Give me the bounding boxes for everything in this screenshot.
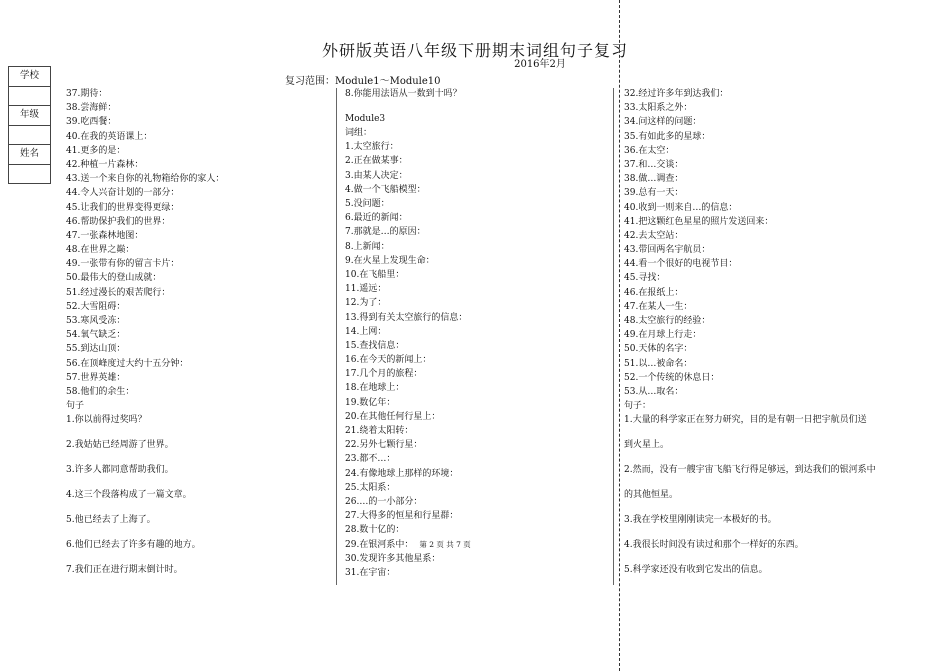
phrase-item: 25.太阳系： — [345, 482, 396, 493]
phrase-item: 38.尝海鲜： — [66, 103, 117, 114]
section-heading: 句子： — [624, 401, 652, 412]
phrase-item: 44.看一个很好的电视节目： — [624, 259, 738, 270]
phrase-item: 8.上新闻： — [345, 241, 390, 252]
phrase-item: 23.都不…： — [345, 454, 396, 465]
phrase-item: 15.查找信息： — [345, 340, 405, 351]
phrase-item: 53.从…取名： — [624, 386, 684, 397]
fold-line — [619, 0, 620, 671]
phrase-item: 9.在火星上发现生命： — [345, 255, 435, 266]
phrase-item: 57.世界英雄： — [66, 372, 126, 383]
module-heading: Module3 — [345, 113, 386, 124]
sentence-item: 5.他已经去了上海了。 — [66, 514, 156, 525]
phrase-item: 11.遥远： — [345, 284, 387, 295]
spacer — [66, 552, 224, 563]
phrase-item: 21.绕着太阳转： — [345, 426, 414, 436]
spacer — [624, 428, 876, 439]
sentence-item: 2.我姑姑已经周游了世界。 — [66, 440, 174, 451]
spacer — [624, 477, 876, 488]
phrase-item: 32.经过许多年到达我们： — [624, 89, 729, 99]
phrase-item: 51.以…被命名： — [624, 358, 693, 369]
phrase-item: 47.在某人一生： — [624, 301, 693, 312]
phrase-item: 56.在顶峰度过大约十五分钟： — [66, 358, 189, 369]
phrase-item: 55.到达山顶： — [66, 344, 126, 355]
phrase-item: 33.太阳系之外： — [624, 103, 693, 114]
page-number: 第 2 页 共 7 页 — [419, 539, 471, 549]
phrase-item: 42.去太空站： — [624, 230, 684, 241]
phrase-item: 50.天体的名字： — [624, 344, 693, 355]
phrase-item: 48.太空旅行的经验： — [624, 316, 711, 326]
phrase-item: 1.太空旅行： — [345, 142, 399, 153]
spacer — [624, 502, 876, 513]
sentence-item: 7.我们正在进行期末倒计时。 — [66, 564, 183, 575]
phrase-item: 36.在太空： — [624, 145, 675, 156]
phrase-item: 50.最伟大的登山成就： — [66, 273, 162, 284]
spacer — [624, 552, 876, 563]
phrase-item: 49.在月球上行走： — [624, 330, 702, 341]
column-2 — [345, 87, 471, 580]
spacer — [66, 527, 224, 538]
sentence-item: 3.我在学校里刚刚读完一本极好的书。 — [624, 514, 777, 525]
phrase-item: 5.没问题： — [345, 199, 390, 209]
spacer — [345, 101, 471, 112]
phrase-item: 27.大得多的恒星和行星群： — [345, 511, 459, 522]
school-field — [9, 86, 51, 106]
sentence-item: 5.科学家还没有收到它发出的信息。 — [624, 564, 768, 575]
phrase-item: 45.让我们的世界变得更绿： — [66, 202, 180, 213]
sentence-item: 4.这三个段落构成了一篇文章。 — [66, 489, 192, 500]
spacer — [66, 428, 224, 439]
section-heading: 句子 — [66, 401, 85, 412]
phrase-item: 43.送一个来自你的礼物箱给你的家人： — [66, 174, 225, 185]
phrase-item: 34.问这样的问题： — [624, 117, 702, 128]
spacer — [66, 477, 224, 488]
phrase-item: 30.发现许多其他星系： — [345, 553, 441, 564]
column-1 — [66, 87, 224, 577]
sentence-item: 6.他们已经去了许多有趣的地方。 — [66, 539, 201, 550]
phrase-item: 37.期待： — [66, 89, 108, 99]
phrase-item: 35.有如此多的星球： — [624, 131, 711, 142]
phrase-item: 31.在宇宙： — [345, 567, 396, 578]
phrase-item: 51.经过漫长的艰苦爬行： — [66, 287, 171, 298]
spacer — [624, 452, 876, 463]
review-scope: 复习范围：Module1〜Module10 — [285, 76, 441, 87]
phrase-item: 47.一张森林地图： — [66, 230, 144, 241]
date: 2016年2月 — [514, 59, 566, 70]
phrase-item: 6.最近的新闻： — [345, 213, 408, 224]
phrase-item: 37.和…交谈： — [624, 159, 684, 170]
phrase-item: 24.有像地球上那样的环境： — [345, 468, 459, 479]
student-info-box — [8, 66, 51, 184]
phrase-item: 44.令人兴奋计划的一部分： — [66, 188, 180, 199]
phrase-item: 3.由某人决定： — [345, 170, 408, 181]
phrase-item: 12.为了： — [345, 298, 387, 309]
phrase-item: 39.总有一天： — [624, 188, 684, 199]
phrase-item: 10.在飞船里： — [345, 269, 405, 280]
phrase-text: 29.在银河系中： — [345, 539, 414, 550]
spacer — [66, 502, 224, 513]
phrase-item: 14.上网： — [345, 326, 387, 337]
phrase-item — [345, 538, 471, 552]
name-label: 姓名 — [9, 145, 51, 165]
phrase-item: 41.更多的是： — [66, 145, 126, 156]
phrase-item: 42.种植一片森林： — [66, 159, 144, 170]
sentence-item: 4.我很长时间没有读过和那个一样好的东西。 — [624, 539, 804, 550]
phrase-item: 2.正在做某事： — [345, 156, 408, 167]
phrase-item: 45.寻找： — [624, 273, 666, 284]
sentence-item: 8.你能用法语从一数到十吗？ — [345, 89, 462, 99]
school-label: 学校 — [9, 67, 51, 87]
phrase-item: 49.一张带有你的留言卡片： — [66, 259, 180, 270]
column-divider — [613, 88, 614, 585]
phrase-item: 40.收到一则来自…的信息： — [624, 202, 738, 213]
spacer — [66, 452, 224, 463]
phrase-item: 4.做一个飞船模型： — [345, 184, 426, 195]
section-heading: 词组： — [345, 128, 373, 139]
phrase-item: 26.…的一小部分： — [345, 496, 423, 507]
column-divider — [336, 88, 337, 585]
grade-label: 年级 — [9, 106, 51, 126]
sentence-item: 1.你以前得过奖吗？ — [66, 415, 147, 426]
phrase-item: 53.寒风受冻： — [66, 316, 126, 326]
sentence-item: 1.大量的科学家正在努力研究，目的是有朝一日把宇航员们送 — [624, 415, 867, 426]
phrase-item: 17.几个月的旅程： — [345, 369, 423, 380]
phrase-item: 46.帮助保护我们的世界： — [66, 216, 171, 227]
phrase-item: 28.数十亿的： — [345, 525, 405, 536]
phrase-item: 52.一个传统的休息日： — [624, 372, 720, 383]
name-field — [9, 164, 51, 184]
phrase-item: 43.带回两名宇航员： — [624, 245, 711, 256]
phrase-item: 19.数亿年： — [345, 397, 396, 408]
phrase-item: 20.在其他任何行星上： — [345, 411, 441, 422]
phrase-item: 41.把这颗红色星星的照片发送回来： — [624, 216, 774, 227]
phrase-item: 18.在地球上： — [345, 383, 405, 394]
page-title: 外研版英语八年级下册期末词组句子复习 — [321, 41, 628, 60]
phrase-item: 46.在报纸上： — [624, 287, 684, 298]
sentence-item: 的其他恒星。 — [624, 489, 679, 500]
phrase-item: 16.在今天的新闻上： — [345, 355, 432, 366]
phrase-item: 39.吃西餐： — [66, 117, 117, 128]
phrase-item: 54.氧气缺乏： — [66, 330, 126, 341]
phrase-item: 22.另外七颗行星： — [345, 440, 423, 451]
phrase-item: 7.那就是…的原因： — [345, 227, 426, 238]
phrase-item: 13.得到有关太空旅行的信息： — [345, 312, 468, 323]
sentence-item: 3.许多人都同意帮助我们。 — [66, 465, 174, 476]
sentence-item: 到火星上。 — [624, 440, 670, 451]
spacer — [624, 527, 876, 538]
phrase-item: 40.在我的英语课上： — [66, 131, 153, 142]
sentence-item: 2.然而，没有一艘宇宙飞船飞行得足够远，到达我们的银河系中 — [624, 465, 876, 476]
phrase-item: 52.大雪阻碍： — [66, 301, 126, 312]
phrase-item: 48.在世界之巅： — [66, 245, 135, 256]
phrase-item: 58.他们的余生： — [66, 386, 135, 397]
column-3 — [624, 87, 876, 577]
phrase-item: 38.做…调查： — [624, 174, 684, 185]
grade-field — [9, 125, 51, 145]
